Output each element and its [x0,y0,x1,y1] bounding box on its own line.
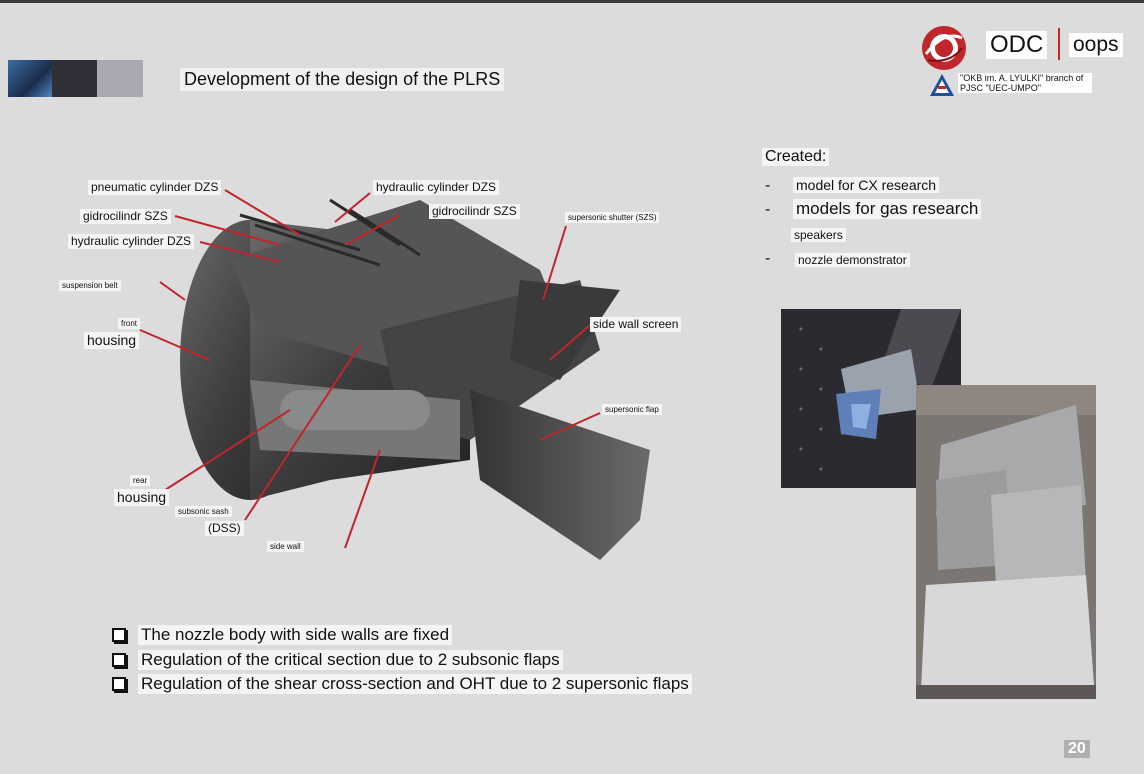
label-side-wall: side wall [267,541,304,552]
created-heading: Created: [762,148,829,166]
label-hydraulic-cylinder-dzs-top: hydraulic cylinder DZS [373,180,499,195]
bullet-text: Regulation of the critical section due to 2 subsonic flaps [138,650,563,670]
label-gidrocilindr-szs-top: gidrocilindr SZS [429,204,520,219]
created-item: speakers [791,228,846,242]
label-front: front [118,318,140,329]
created-dash: - [765,201,771,218]
label-housing-rear: housing [114,489,169,506]
bullet-item [112,650,563,670]
label-side-wall-screen: side wall screen [590,317,681,332]
logo-odc-text: ODC [986,31,1047,59]
bullet-item [112,625,452,645]
label-suspension-belt: suspension belt [59,280,121,291]
label-pneumatic-cylinder-dzs: pneumatic cylinder DZS [88,180,221,195]
bullet-text: The nozzle body with side walls are fixed [138,625,452,645]
label-subsonic-sash: subsonic sash [175,506,232,517]
bullet-item [112,674,692,694]
demonstrator-photo [916,385,1096,699]
label-dss: (DSS) [205,521,244,536]
okb-caption: "OKB im. A. LYULKI" branch of PJSC "UEC-UMPO" [958,73,1092,93]
label-hydraulic-cylinder-dzs-left: hydraulic cylinder DZS [68,234,194,249]
bullet-text: Regulation of the shear cross-section and OHT due to 2 supersonic flaps [138,674,692,694]
page-number: 20 [1064,740,1090,758]
checkbox-bullet-icon [112,677,126,691]
created-dash: - [765,250,771,267]
created-item: model for CX research [793,177,939,193]
label-supersonic-flap: supersonic flap [602,404,662,415]
label-housing-front: housing [84,332,139,349]
created-dash: - [765,177,771,194]
created-item: models for gas research [793,199,981,219]
logo-secondary-text: oops [1069,33,1123,57]
checkbox-bullet-icon [112,628,126,642]
slide-title: Development of the design of the PLRS [180,68,504,91]
label-supersonic-shutter: supersonic shutter (SZS) [565,212,659,223]
label-gidrocilindr-szs-left: gidrocilindr SZS [80,209,171,224]
label-rear: rear [130,475,150,486]
checkbox-bullet-icon [112,653,126,667]
created-item: nozzle demonstrator [795,253,910,267]
